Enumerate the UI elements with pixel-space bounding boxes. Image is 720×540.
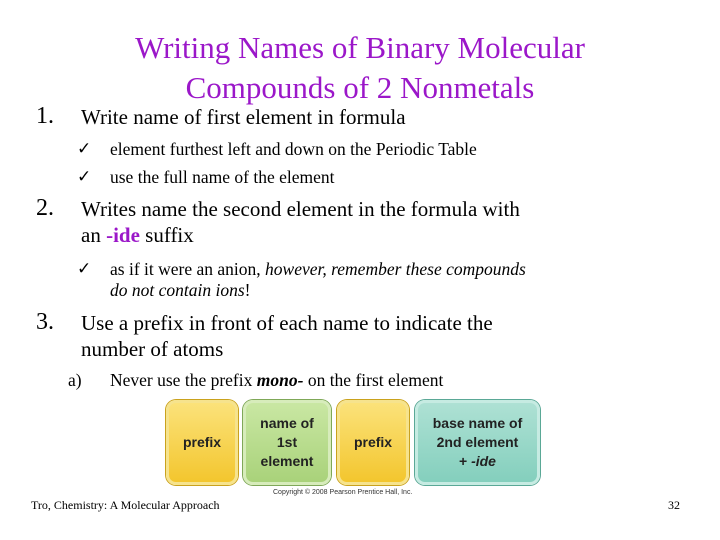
item-2-sub-c: do not contain ions <box>110 280 245 300</box>
title-line-2: Compounds of 2 Nonmetals <box>185 70 535 105</box>
item-1-sub-2: use the full name of the element <box>110 167 335 187</box>
first-element-line-1: name of <box>260 415 314 431</box>
prefix-box-1-label: prefix <box>182 434 222 450</box>
slide-title <box>60 28 660 108</box>
item-1-text: Write name of first element in formula <box>81 105 406 129</box>
prefix-box-1 <box>166 400 238 485</box>
second-element-line-1: base name of <box>432 415 523 431</box>
ide-suffix: -ide <box>106 223 140 247</box>
item-3-number: 3. <box>36 309 54 335</box>
second-element-line-3 <box>433 452 522 471</box>
page-number: 32 <box>668 498 680 512</box>
item-2-sub-a: as if it were an anion, <box>110 259 266 279</box>
check-icon: ✓ <box>77 259 92 278</box>
check-icon: ✓ <box>77 139 92 158</box>
item-2-sub-b: however, remember these compounds <box>265 259 526 279</box>
item-2-sub-line-2 <box>110 279 250 301</box>
plus-sign: + <box>459 453 472 469</box>
second-element-label <box>433 414 522 471</box>
copyright-text: Copyright © 2008 Pearson Prentice Hall, Inc. <box>273 489 413 496</box>
item-3-sub-a: Never use the prefix <box>110 370 257 390</box>
first-element-line-3: element <box>260 453 314 469</box>
naming-diagram <box>163 397 545 500</box>
item-3-sub-c: on the first element <box>303 370 444 390</box>
prefix-box-2-label: prefix <box>353 434 393 450</box>
item-2-sub-line-1 <box>110 258 526 280</box>
first-element-box <box>243 400 331 485</box>
item-1-number: 1. <box>36 103 54 129</box>
check-icon: ✓ <box>77 167 92 186</box>
mono-prefix: mono- <box>256 370 304 390</box>
second-element-box <box>415 400 540 485</box>
item-2-line-2-b: suffix <box>139 223 194 247</box>
item-2-line-2-a: an <box>81 223 107 247</box>
item-2-number: 2. <box>36 195 54 221</box>
ide-suffix-diagram: -ide <box>471 453 496 469</box>
first-element-line-2: 1st <box>276 434 298 450</box>
footer-source: Tro, Chemistry: A Molecular Approach <box>31 498 220 512</box>
second-element-line-2: 2nd element <box>436 434 519 450</box>
title-line-1: Writing Names of Binary Molecular <box>135 30 585 65</box>
item-3-sub-marker: a) <box>68 370 82 390</box>
item-3-line-1: Use a prefix in front of each name to indicate the <box>81 311 493 335</box>
prefix-box-2 <box>337 400 409 485</box>
item-1-sub-1: element furthest left and down on the Periodic Table <box>110 139 477 159</box>
item-2-line-2 <box>81 223 194 248</box>
item-3-line-2: number of atoms <box>81 337 224 361</box>
item-3-sub <box>110 369 443 391</box>
item-2-line-1: Writes name the second element in the formula with <box>81 197 520 221</box>
first-element-label <box>260 414 314 471</box>
item-2-sub-d: ! <box>244 280 251 300</box>
